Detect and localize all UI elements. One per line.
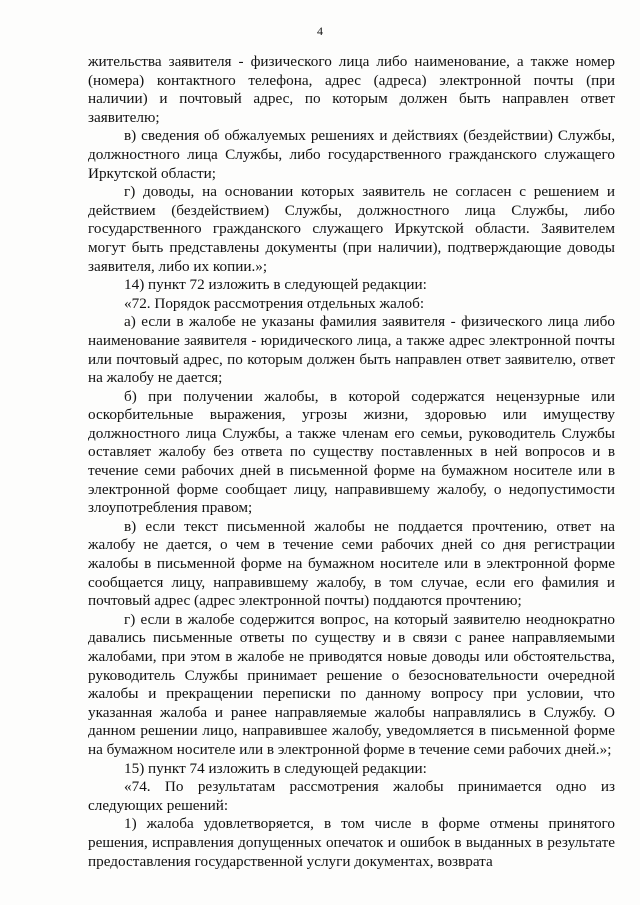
paragraph: г) доводы, на основании которых заявитель не согласен с решением и действием (бездействием) Службы, должностного лица Службы, либо государственного гражданского служащего Иркутской области. Заявителем могут быть представлены документы (при наличии), подтверждающие доводы заявителя, либо их копии.»; — [88, 183, 615, 275]
paragraph: б) при получении жалобы, в которой содержатся нецензурные или оскорбительные выражения, угрозы жизни, здоровью или имуществу должностного лица Службы, а также членам его семьи, руководитель Службы оставляет жалобу без ответа по существу поставленных в ней вопросов и в течение семи рабочих дней в письменной форме на бумажном носителе или в электронной форме сообщает лицу, направившему жалобу, о недопустимости злоупотребления правом; — [88, 387, 615, 517]
paragraph: в) если текст письменной жалобы не поддается прочтению, ответ на жалобу не дается, о чем в течение семи рабочих дней со дня регистрации жалобы в письменной форме на бумажном носителе или в электронной форме сообщается лицу, направившему жалобу, в том случае, если его фамилия и почтовый адрес (адрес электронной почты) поддаются прочтению; — [88, 517, 615, 610]
paragraph: жительства заявителя - физического лица либо наименование, а также номер (номера) контактного телефона, адрес (адреса) электронной почты (при наличии) и почтовый адрес, по которым должен быть направлен ответ заявителю; — [88, 53, 615, 126]
paragraph: 15) пункт 74 изложить в следующей редакции: — [124, 759, 427, 777]
paragraph: г) если в жалобе содержится вопрос, на который заявителю неоднократно давались письменные ответы по существу и в связи с ранее направляемыми жалобами, при этом в жалобе не приводятся новые доводы или обстоятельства, руководитель Службы принимает решение о безосновательности очередной жалобы и прекращении переписки по данному вопросу при условии, что указанная жалоба и ранее направляемые жалобы направлялись в Службу. О данном решении лицо, направившее жалобу, уведомляется в письменной форме на бумажном носителе или в электронной форме в течение семи рабочих дней.»; — [88, 610, 615, 758]
paragraph: в) сведения об обжалуемых решениях и действиях (бездействии) Службы, должностного лица Службы, либо государственного гражданского служащего Иркутской области; — [88, 127, 615, 182]
paragraph: «74. По результатам рассмотрения жалобы принимается одно из следующих решений: — [88, 778, 615, 814]
document-body — [88, 53, 615, 871]
page-number: 4 — [317, 24, 323, 38]
paragraph: «72. Порядок рассмотрения отдельных жалоб: — [124, 294, 425, 312]
paragraph: а) если в жалобе не указаны фамилия заявителя - физического лица либо наименование заявителя - юридического лица, а также адрес электронной почты или почтовый адрес, по которым должен быть направлен ответ заявителю, ответ на жалобу не дается; — [88, 313, 615, 387]
paragraph: 1) жалоба удовлетворяется, в том числе в форме отмены принятого решения, исправления допущенных опечаток и ошибок в выданных в результате предоставления государственной услуги документах, возврата — [88, 815, 615, 870]
paragraph: 14) пункт 72 изложить в следующей редакции: — [124, 276, 427, 294]
